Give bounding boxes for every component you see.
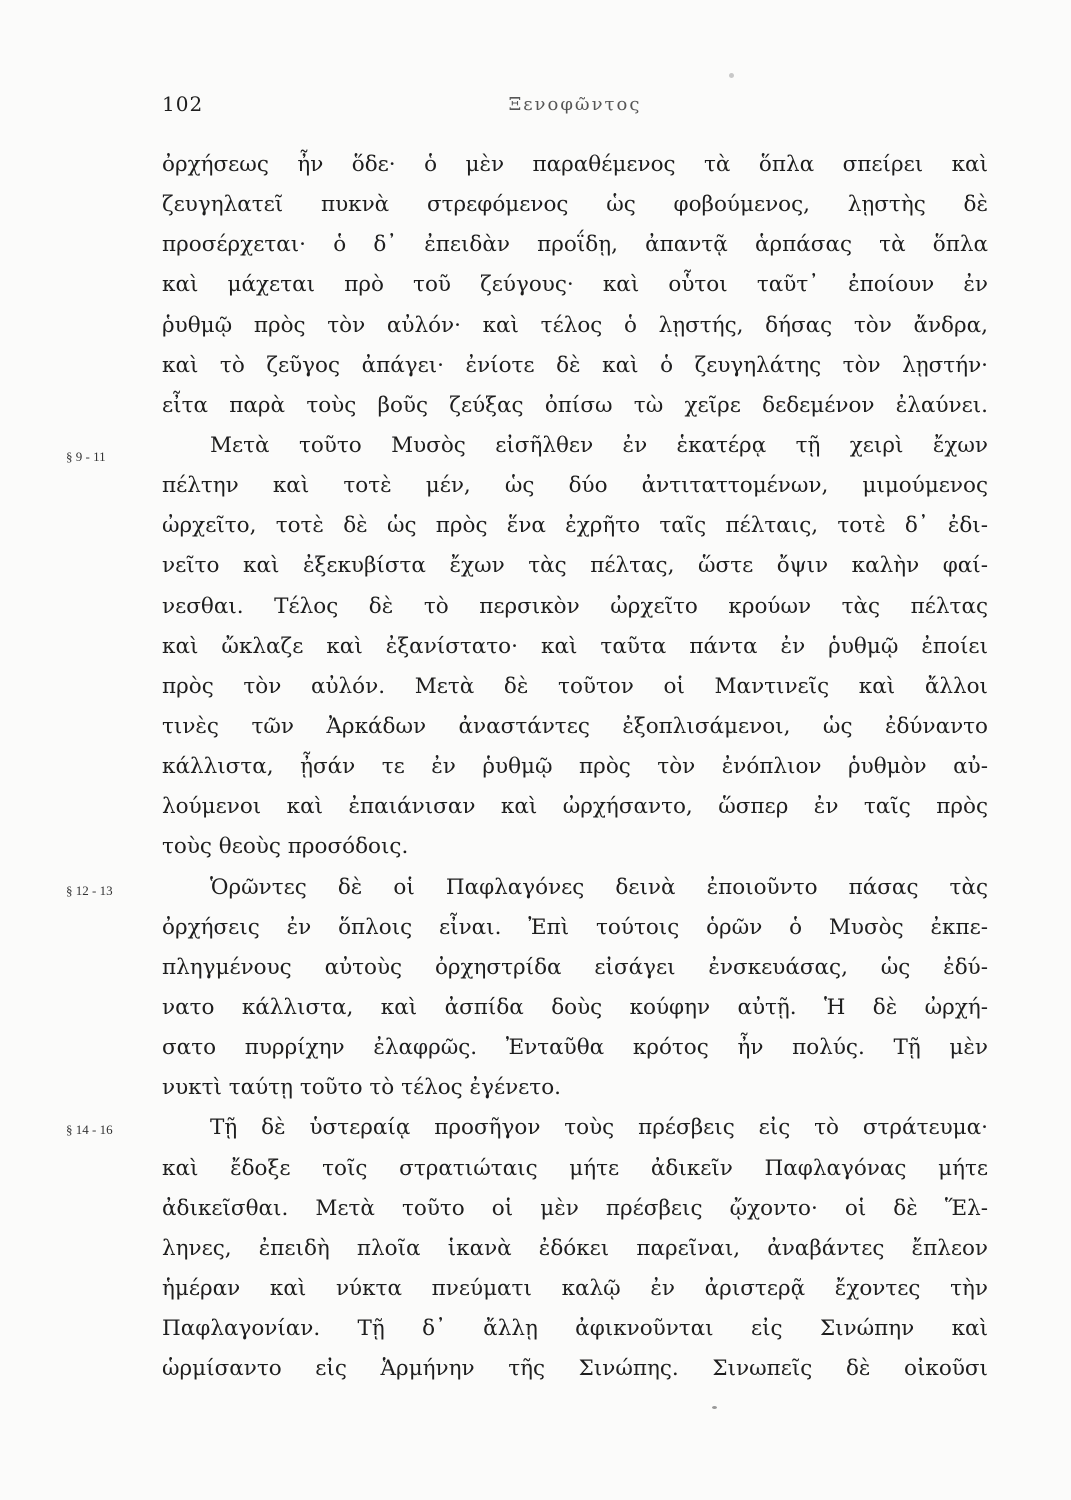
section-marker-9-11: § 9 - 11 (66, 449, 106, 464)
section-marker-12-13: § 12 - 13 (66, 883, 113, 898)
text-line: Μετὰ τοῦτο Μυσὸς εἰσῆλθεν ἐν ἑκατέρᾳ τῇ χειρὶ ἔχων (210, 432, 988, 458)
text-line: ζευγηλατεῖ πυκνὰ στρεφόμενος ὡς φοβούμενος, λῃστὴς δὲ (162, 192, 988, 218)
text-line: νεῖτο καὶ ἐξεκυβίστα ἔχων τὰς πέλτας, ὥστε ὄψιν καλὴν φαί- (162, 553, 988, 579)
text-line: ὠρχεῖτο, τοτὲ δὲ ὡς πρὸς ἕνα ἐχρῆτο ταῖς πέλταις, τοτὲ δ᾽ ἐδι- (162, 513, 988, 539)
running-head: Ξενοφῶντος (508, 94, 642, 115)
text-line: ὀρχήσεις ἐν ὅπλοις εἶναι. Ἐπὶ τούτοις ὁρῶν ὁ Μυσὸς ἐκπε- (162, 914, 988, 940)
text-line: εἶτα παρὰ τοὺς βοῦς ζεύξας ὀπίσω τὼ χεῖρε δεδεμένον ἐλαύνει. (162, 392, 988, 418)
text-line: νεσθαι. Τέλος δὲ τὸ περσικὸν ὠρχεῖτο κρούων τὰς πέλτας (162, 593, 988, 619)
text-line: καὶ ἔδοξε τοῖς στρατιώταις μήτε ἀδικεῖν Παφλαγόνας μήτε (162, 1155, 988, 1181)
page-number: 102 (162, 92, 204, 116)
text-line: Ὁρῶντες δὲ οἱ Παφλαγόνες δεινὰ ἐποιοῦντο πάσας τὰς (210, 874, 988, 900)
text-line: πληγμένους αὐτοὺς ὀρχηστρίδα εἰσάγει ἐνσκευάσας, ὡς ἐδύ- (162, 954, 988, 980)
text-line: νυκτὶ ταύτῃ τοῦτο τὸ τέλος ἐγένετο. (162, 1075, 561, 1101)
text-line: ὀρχήσεως ἦν ὅδε· ὁ μὲν παραθέμενος τὰ ὅπλα σπείρει καὶ (162, 152, 988, 177)
text-line: πέλτην καὶ τοτὲ μέν, ὡς δύο ἀντιταττομένων, μιμούμενος (162, 473, 988, 499)
text-line: καὶ ὤκλαζε καὶ ἐξανίστατο· καὶ ταῦτα πάντα ἐν ῥυθμῷ ἐποίει (162, 633, 988, 659)
section-marker-14-16: § 14 - 16 (66, 1122, 113, 1137)
text-line: κάλλιστα, ᾖσάν τε ἐν ῥυθμῷ πρὸς τὸν ἐνόπλιον ῥυθμὸν αὐ- (162, 754, 988, 780)
text-line: ῥυθμῷ πρὸς τὸν αὐλόν· καὶ τέλος ὁ λῃστής, δήσας τὸν ἄνδρα, (162, 312, 988, 338)
text-line: προσέρχεται· ὁ δ᾽ ἐπειδὰν προΐδῃ, ἀπαντᾷ ἁρπάσας τὰ ὅπλα (162, 232, 988, 258)
text-line: λούμενοι καὶ ἐπαιάνισαν καὶ ὠρχήσαντο, ὥσπερ ἐν ταῖς πρὸς (162, 794, 988, 820)
speck-mark (729, 73, 734, 78)
text-line: καὶ μάχεται πρὸ τοῦ ζεύγους· καὶ οὗτοι ταῦτ᾽ ἐποίουν ἐν (162, 272, 988, 298)
text-line: πρὸς τὸν αὐλόν. Μετὰ δὲ τοῦτον οἱ Μαντινεῖς καὶ ἄλλοι (162, 673, 988, 699)
text-line: τοὺς θεοὺς προσόδοις. (162, 834, 409, 860)
speck-mark (712, 1406, 717, 1409)
text-line: Παφλαγονίαν. Τῇ δ᾽ ἄλλῃ ἀφικνοῦνται εἰς Σινώπην καὶ (162, 1316, 988, 1342)
text-line: ἡμέραν καὶ νύκτα πνεύματι καλῷ ἐν ἀριστερᾷ ἔχοντες τὴν (162, 1275, 988, 1301)
body-text (66, 145, 988, 1389)
text-line: ἀδικεῖσθαι. Μετὰ τοῦτο οἱ μὲν πρέσβεις ᾤχοντο· οἱ δὲ Ἕλ- (162, 1195, 988, 1221)
text-line: ὡρμίσαντο εἰς Ἁρμήνην τῆς Σινώπης. Σινωπεῖς δὲ οἰκοῦσι (162, 1356, 988, 1382)
text-line: τινὲς τῶν Ἀρκάδων ἀναστάντες ἐξοπλισάμενοι, ὡς ἐδύναντο (162, 713, 988, 739)
text-line: σατο πυρρίχην ἐλαφρῶς. Ἐνταῦθα κρότος ἦν πολύς. Τῇ μὲν (162, 1035, 988, 1061)
text-line: καὶ τὸ ζεῦγος ἀπάγει· ἐνίοτε δὲ καὶ ὁ ζευγηλάτης τὸν λῃστήν· (162, 352, 988, 378)
text-line: νατο κάλλιστα, καὶ ἀσπίδα δοὺς κούφην αὐτῇ. Ἡ δὲ ὠρχή- (162, 994, 988, 1020)
text-line: Τῇ δὲ ὑστεραίᾳ προσῆγον τοὺς πρέσβεις εἰς τὸ στράτευμα· (210, 1115, 988, 1141)
page-header (162, 92, 988, 122)
text-line: ληνες, ἐπειδὴ πλοῖα ἱκανὰ ἐδόκει παρεῖναι, ἀναβάντες ἔπλεον (162, 1235, 988, 1261)
